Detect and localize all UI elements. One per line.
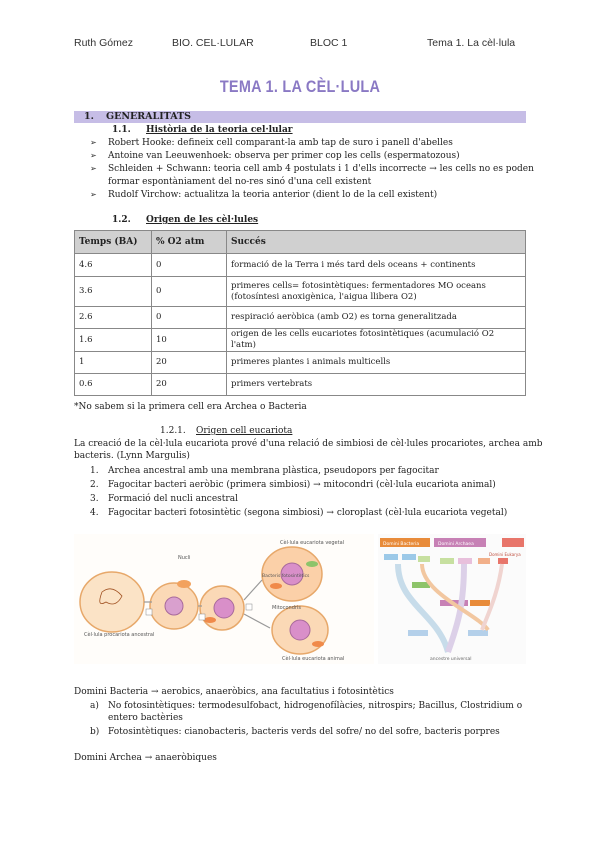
table-row <box>75 254 526 277</box>
step-text: Fagocitar bacteri fotosintètic (segona simbiosi) → cloroplast (cèl·lula eucariota vegetal) <box>108 508 508 518</box>
table-note: *No sabem si la primera cell era Archea o Bacteria <box>74 402 307 412</box>
svg-text:Cèl·lula procariota ancestral: Cèl·lula procariota ancestral <box>84 632 155 638</box>
table-cell: 20 <box>152 374 227 396</box>
history-item: Rudolf Virchow: actualitza la teoria anterior (dient lo de la cell existent) <box>108 190 438 200</box>
list-marker: a) <box>90 701 99 711</box>
history-item-cont: formar espontàniament del no-res sinó d'una cell existent <box>108 177 372 187</box>
subsection-number: 1.2.1. <box>160 426 186 436</box>
list-item-cont: entero bactèries <box>108 713 183 723</box>
section-generalitats <box>74 111 526 123</box>
svg-text:Domini Archaea: Domini Archaea <box>438 542 474 547</box>
endosymbiosis-figure <box>74 534 374 664</box>
subsection-number: 1.2. <box>112 215 131 225</box>
table-row <box>75 329 526 352</box>
bullet-arrow-icon: ➢ <box>90 164 97 173</box>
tree-of-life-figure <box>378 534 526 664</box>
list-marker: b) <box>90 727 100 737</box>
table-row <box>75 307 526 329</box>
table-row <box>75 352 526 374</box>
table-row <box>75 277 526 307</box>
history-item: Antoine van Leeuwenhoek: observa per primer cop les cells (espermatozous) <box>108 151 460 161</box>
svg-text:Domini Bacteria: Domini Bacteria <box>383 542 420 547</box>
paragraph-line: La creació de la cèl·lula eucariota prové d'una relació de simbiosi de cèl·lules procariotes, archea amb <box>74 439 543 449</box>
header-topic: Tema 1. La cèl·lula <box>427 37 516 49</box>
table-cell: 0 <box>152 277 227 307</box>
step-text: Fagocitar bacteri aeròbic (primera simbiosi) → mitocondri (cèl·lula eucariota animal) <box>108 480 496 490</box>
step-number: 1. <box>90 466 99 476</box>
section-label: GENERALITATS <box>106 111 191 122</box>
step-text: Formació del nucli ancestral <box>108 494 238 504</box>
table-cell-line: primeres cells= fotosintètiques: fermentadores MO oceans <box>231 280 486 291</box>
svg-text:Nucli: Nucli <box>178 555 191 561</box>
table-cell: 4.6 <box>75 254 152 277</box>
history-item: Schleiden + Schwann: teoria cell amb 4 postulats i 1 d'ells incorrecte → les cells no es poden <box>108 164 534 174</box>
bullet-arrow-icon: ➢ <box>90 190 97 199</box>
svg-text:Mitocondris: Mitocondris <box>272 605 301 611</box>
bullet-arrow-icon: ➢ <box>90 151 97 160</box>
section-number: 1. <box>84 111 94 122</box>
table-cell: origen de les cells eucariotes fotosintètiques (acumulació O2 l'atm) <box>227 329 526 352</box>
header-subject: BIO. CEL·LULAR <box>172 37 254 49</box>
list-item: No fotosintètiques: termodesulfobact, hidrogenofílàcies, nitrospirs; Bacillus, Clostridium o <box>108 701 523 711</box>
paragraph-line: bacteris. (Lynn Margulis) <box>74 451 190 461</box>
table-cell: 2.6 <box>75 307 152 329</box>
svg-text:Bacteris fotosintètics: Bacteris fotosintètics <box>262 574 310 579</box>
list-item: Fotosintètiques: cianobacteris, bacteris verds del sofre/ no del sofre, bacteris porpres <box>108 727 500 737</box>
table-cell: 0 <box>152 307 227 329</box>
page-title: TEMA 1. LA CÈL·LULA <box>219 77 381 96</box>
table-header-row <box>75 231 526 254</box>
bacteria-domain-line: Domini Bacteria → aerobics, anaeròbics, ana facultatius i fotosintètics <box>74 687 394 697</box>
origin-table <box>74 230 526 396</box>
subsection-number: 1.1. <box>112 125 131 135</box>
step-number: 3. <box>90 494 99 504</box>
svg-text:Domini Eukarya: Domini Eukarya <box>489 552 521 557</box>
archea-domain-line: Domini Archea → anaeròbiques <box>74 753 217 763</box>
table-cell: respiració aeròbica (amb O2) es torna generalitzada <box>227 307 526 329</box>
table-cell: 1 <box>75 352 152 374</box>
table-cell: 1.6 <box>75 329 152 352</box>
table-cell: primeres plantes i animals multicells <box>227 352 526 374</box>
table-header: Temps (BA) <box>75 231 152 254</box>
svg-text:ancestre universal: ancestre universal <box>430 657 472 662</box>
step-number: 4. <box>90 508 99 518</box>
history-item: Robert Hooke: defineix cell comparant-la amb tap de suro i panell d'abelles <box>108 138 453 148</box>
svg-text:Cèl·lula eucariota animal: Cèl·lula eucariota animal <box>282 656 345 662</box>
table-cell: formació de la Terra i més tard dels oceans + continents <box>227 254 526 277</box>
subsection-title-origin: Origen de les cèl·lules <box>146 215 259 225</box>
svg-text:Cèl·lula eucariota vegetal: Cèl·lula eucariota vegetal <box>280 540 345 546</box>
table-cell: primers vertebrats <box>227 374 526 396</box>
table-cell: 3.6 <box>75 277 152 307</box>
table-cell: 0.6 <box>75 374 152 396</box>
step-number: 2. <box>90 480 99 490</box>
step-text: Archea ancestral amb una membrana plàstica, pseudopors per fagocitar <box>108 466 439 476</box>
table-header: % O2 atm <box>152 231 227 254</box>
subsection-title-eukaryote: Origen cell eucariota <box>196 426 293 436</box>
table-cell: 0 <box>152 254 227 277</box>
table-row <box>75 374 526 396</box>
bullet-arrow-icon: ➢ <box>90 138 97 147</box>
table-cell: 10 <box>152 329 227 352</box>
table-cell-line: (fotosíntesi anoxigènica, l'aigua llibera O2) <box>231 291 417 302</box>
table-cell: 20 <box>152 352 227 374</box>
subsection-title-history: Història de la teoria cel·lular <box>146 125 293 135</box>
header-author: Ruth Gómez <box>74 37 133 49</box>
table-header: Succés <box>227 231 526 254</box>
table-cell <box>227 277 526 307</box>
header-block: BLOC 1 <box>310 37 348 49</box>
